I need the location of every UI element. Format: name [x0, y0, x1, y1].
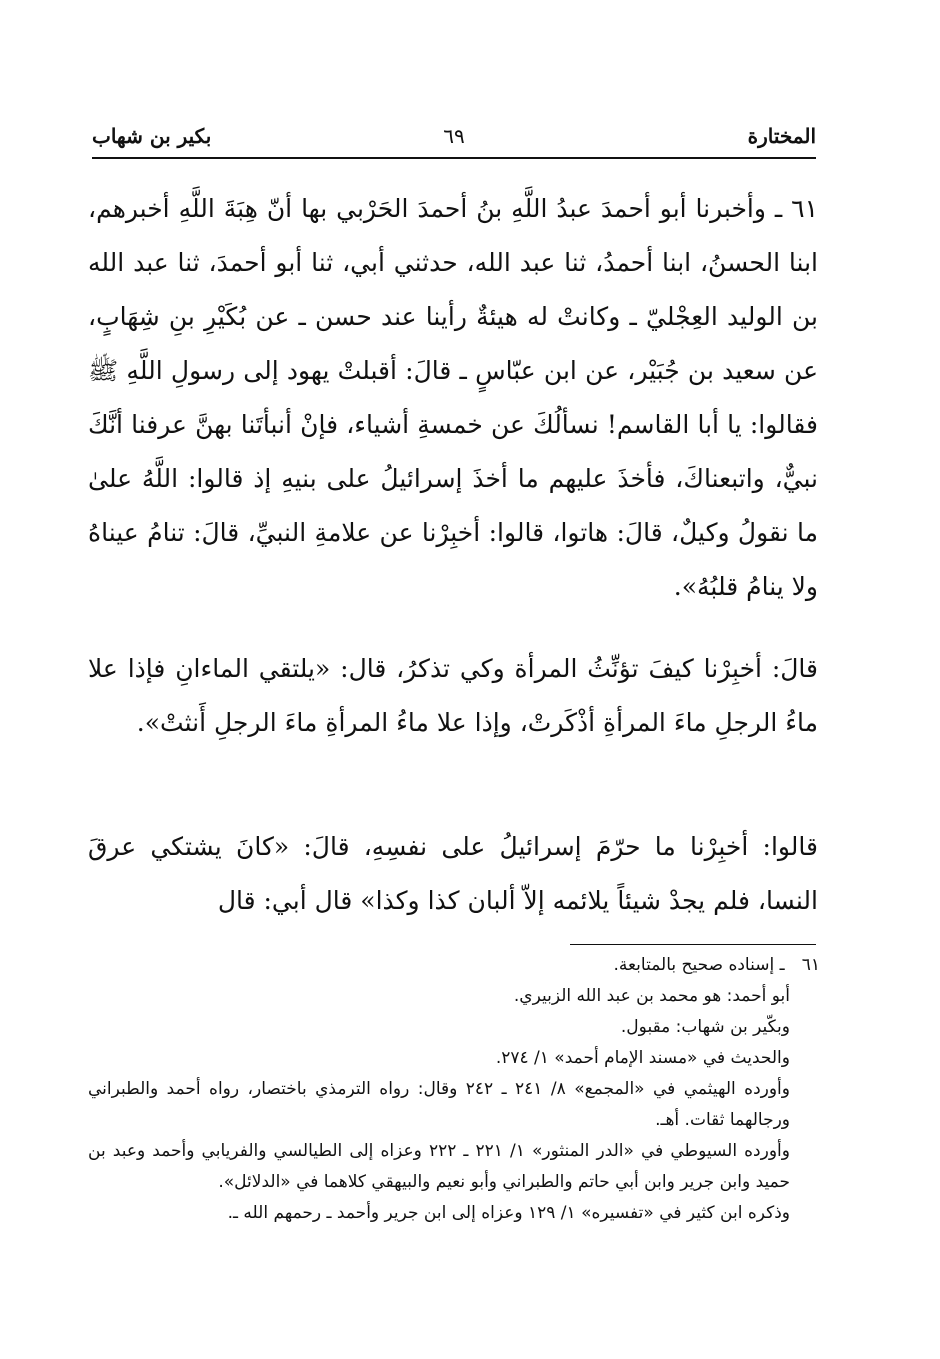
footnote-line: وذكره ابن كثير في «تفسيره» ١/ ١٢٩ وعزاه إلى ابن جرير وأحمد ـ رحمهم الله ـ.: [227, 1203, 790, 1223]
footnote-separator: [570, 944, 816, 945]
running-header: [92, 120, 816, 156]
footnote-first-line: [88, 950, 820, 981]
footnote-line: أبو أحمد: هو محمد بن عبد الله الزبيري.: [513, 986, 790, 1006]
header-rule: [92, 157, 816, 159]
footnote-line: والحديث في «مسند الإمام أحمد» ١/ ٢٧٤.: [495, 1048, 790, 1068]
paragraph-text: قالوا: أخبِرْنا ما حرّمَ إسرائيلُ على نفسِهِ، قالَ: «كانَ يشتكي عرقَ النسا، فلم يجدْ شيئاً يلائمه إلاّ ألبان كذا وكذا» قال أبي: قال: [88, 832, 818, 915]
paragraph-text: قالَ: أخبِرْنا كيفَ تؤنِّثُ المرأة وكي تذكرُ، قال: «يلتقي الماءانِ فإذا علا ماءُ الرجلِ ماءَ المرأةِ أذْكَرتْ، وإذا علا ماءُ المرأةِ ماءَ الرجلِ أَنثتْ».: [88, 654, 819, 737]
hadith-paragraph-3: [88, 820, 818, 928]
footnote-line: وأورده الهيثمي في «المجمع» ٨/ ٢٤١ ـ ٢٤٢ وقال: رواه الترمذي باختصار، رواه أحمد والطبراني ورجالهما ثقات. أهـ.: [88, 1079, 790, 1130]
page-number: ٦٩: [443, 124, 465, 148]
chapter-title: بكير بن شهاب: [92, 124, 212, 148]
book-title: المختارة: [747, 124, 816, 148]
footnote-number: ٦١: [801, 955, 820, 975]
hadith-paragraph-1: [88, 182, 818, 614]
hadith-paragraph-2: [88, 642, 818, 750]
footnote-line: ـ إسناده صحيح بالمتابعة.: [613, 955, 785, 975]
footnote-line: وأورده السيوطي في «الدر المنثور» ١/ ٢٢١ ـ ٢٢٢ وعزاه إلى الطيالسي والفريابي وأحمد وعبد بن حميد وابن جرير وابن أبي حاتم والطبراني وأبو نعيم والبيهقي كلاهما في «الدلائل».: [88, 1141, 790, 1192]
footnotes: [88, 950, 820, 1229]
footnote-line: وبكّير بن شهاب: مقبول.: [620, 1017, 790, 1037]
paragraph-text: ٦١ ـ وأخبرنا أبو أحمدَ عبدُ اللَّهِ بنُ أحمدَ الحَرْبي بها أنّ هِبَةَ اللَّهِ أخبرهم، ابنا الحسنُ، ابنا أحمدُ، ثنا عبد الله، حدثني أبي، ثنا أبو أحمدَ، ثنا عبد الله بن الوليد العِجْليّ ـ وكانتْ له هيئةٌ رأينا عند حسن ـ عن بُكَيْرِ بنِ شِهَابٍ، عن سعيد بن جُبَيْر، عن ابن عبّاسٍ ـ قالَ: أقبلتْ يهود إلى رسولِ اللَّهِ ﷺ فقالوا: يا أبا القاسم! نسألُكَ عن خمسةِ أشياء، فإنْ أنبأتَنا بهنَّ عرفنا أنَّكَ نبيٌّ، واتبعناكَ، فأخذَ عليهم ما أخذَ إسرائيلُ على بنيهِ إذ قالوا: اللَّهُ علىٰ ما نقولُ وكيلٌ، قالَ: هاتوا، قالوا: أخبِرْنا عن علامةِ النبيِّ، قالَ: تنامُ عيناهُ ولا ينامُ قلبُهُ».: [88, 194, 818, 601]
